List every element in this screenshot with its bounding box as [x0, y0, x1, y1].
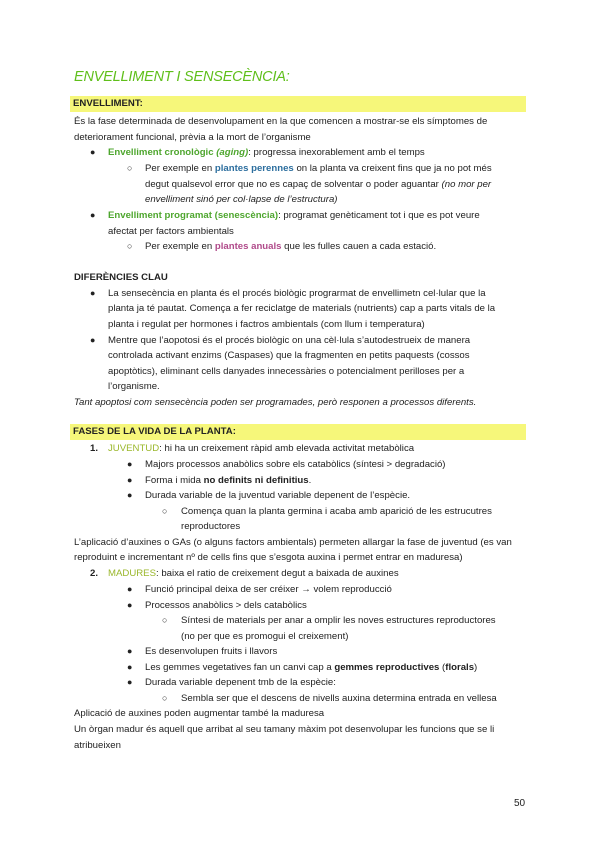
list-item: Envelliment programat (senescència): programat genèticament tot i que es pot veure [108, 210, 480, 221]
bullet-icon: ● [127, 475, 133, 485]
paragraph-line: reproduint e incrementant nº de cells fins que s’esgota auxina i permet entrar en maduresa) [74, 552, 463, 563]
list-item-continuation: reproductores [181, 521, 241, 532]
paragraph-line: Aplicació de auxines poden augmentar també la maduresa [74, 708, 325, 719]
bullet-icon: ● [90, 288, 96, 298]
list-item: Durada variable de la juventud variable depenent de l’espècie. [145, 490, 411, 501]
list-item: Envelliment cronològic (aging): progressa inexorablement amb el temps [108, 147, 425, 158]
list-item: Durada variable depenent tmb de la espècie: [145, 677, 336, 688]
section-heading-envelliment: ENVELLIMENT: [70, 96, 526, 112]
paragraph-line: Un òrgan madur és aquell que arribat al seu tamany màxim pot desenvolupar les funcions que se li [74, 724, 495, 735]
bullet-icon: ● [127, 600, 133, 610]
list-item: Sembla ser que el descens de nivells auxina determina entrada en vellesa [181, 693, 497, 704]
list-item: Funció principal deixa de ser créixer → volem reproducció [145, 584, 392, 595]
list-item-continuation: l’organisme. [108, 381, 160, 392]
list-item-continuation: afectat per factors ambientals [108, 226, 234, 237]
list-item: Les gemmes vegetatives fan un canvi cap a gemmes reproductives (florals) [145, 662, 478, 673]
bullet-icon: ● [127, 646, 133, 656]
paragraph-line: L’aplicació d’auxines o GAs (o alguns factors ambientals) permeten allargar la fase de juventud (es van [74, 537, 512, 548]
bullet-icon: ● [90, 147, 96, 157]
paragraph-line: És la fase determinada de desenvolupament en la que comencen a mostrar-se els símptomes de [74, 116, 488, 127]
bullet-icon: ● [90, 335, 96, 345]
circle-bullet-icon: ○ [162, 615, 168, 625]
circle-bullet-icon: ○ [127, 163, 133, 173]
list-item-continuation: planta ja té pautat. Comença a fer reciclatge de materials (nutrients) cap a parts vitals de la [108, 303, 496, 314]
bullet-icon: ● [90, 210, 96, 220]
bullet-icon: ● [127, 662, 133, 672]
list-item-continuation: degut qualsevol error que no es capaç de solventar o poder aguantar (no mor per [145, 179, 492, 190]
numbered-item: MADURES: baixa el ratio de creixement degut a baixada de auxines [108, 568, 399, 579]
list-item: Majors processos anabòlics sobre els catabòlics (síntesi > degradació) [145, 459, 446, 470]
list-item: La sensecència en planta és el procés biològic prograrmat de envellimetn cel·lular que la [108, 288, 486, 299]
list-item: Per exemple en plantes anuals que les fulles cauen a cada estació. [145, 241, 437, 252]
list-item: Síntesi de materials per anar a omplir les noves estructures reproductores [181, 615, 496, 626]
numbered-item: JUVENTUD: hi ha un creixement ràpid amb elevada activitat metabòlica [108, 443, 415, 454]
list-item: Forma i mida no definits ni definitius. [145, 475, 312, 486]
paragraph-line: atribueixen [74, 740, 121, 751]
bullet-icon: ● [127, 584, 133, 594]
list-item-continuation: (no per que es promogui el creixement) [181, 631, 349, 642]
page-number: 50 [514, 798, 526, 809]
circle-bullet-icon: ○ [162, 693, 168, 703]
circle-bullet-icon: ○ [162, 506, 168, 516]
list-item-continuation: planta i regulat per hormones i factros ambientals (com llum i temperatura) [108, 319, 425, 330]
bullet-icon: ● [127, 490, 133, 500]
list-item: Es desenvolupen fruits i llavors [145, 646, 278, 657]
section-heading-fases: FASES DE LA VIDA DE LA PLANTA: [70, 424, 526, 440]
paragraph-line: deteriorament funcional, prèvia a la mort de l’organisme [74, 132, 311, 143]
list-item-continuation: controlada activant enzims (Caspases) que la fragmenten en petits paquests (cossos [108, 350, 470, 361]
list-number: 1. [90, 443, 99, 454]
list-item: Per exemple en plantes perennes on la planta va creixent fins que ja no pot més [145, 163, 492, 174]
bullet-icon: ● [127, 459, 133, 469]
list-number: 2. [90, 568, 99, 579]
list-item: Comença quan la planta germina i acaba amb aparició de les estrucutres [181, 506, 492, 517]
circle-bullet-icon: ○ [127, 241, 133, 251]
section-heading-diferencies: DIFERÈNCIES CLAU [74, 272, 168, 283]
list-item-continuation: envelliment sinó per col·lapse de l’estructura) [145, 194, 338, 205]
closing-note: Tant apoptosi com sensecència poden ser programades, però responen a processos diferents. [74, 397, 477, 408]
list-item: Processos anabòlics > dels catabòlics [145, 600, 307, 611]
list-item-continuation: apoptòtics), eliminant cells danyades innecessàries o potencialment perilloses per a [108, 366, 465, 377]
bullet-icon: ● [127, 677, 133, 687]
page-title: ENVELLIMENT I SENSECÈNCIA: [74, 69, 290, 85]
list-item: Mentre que l’aopotosi és el procés biològic on una cèl·lula s’autodestrueix de manera [108, 335, 471, 346]
